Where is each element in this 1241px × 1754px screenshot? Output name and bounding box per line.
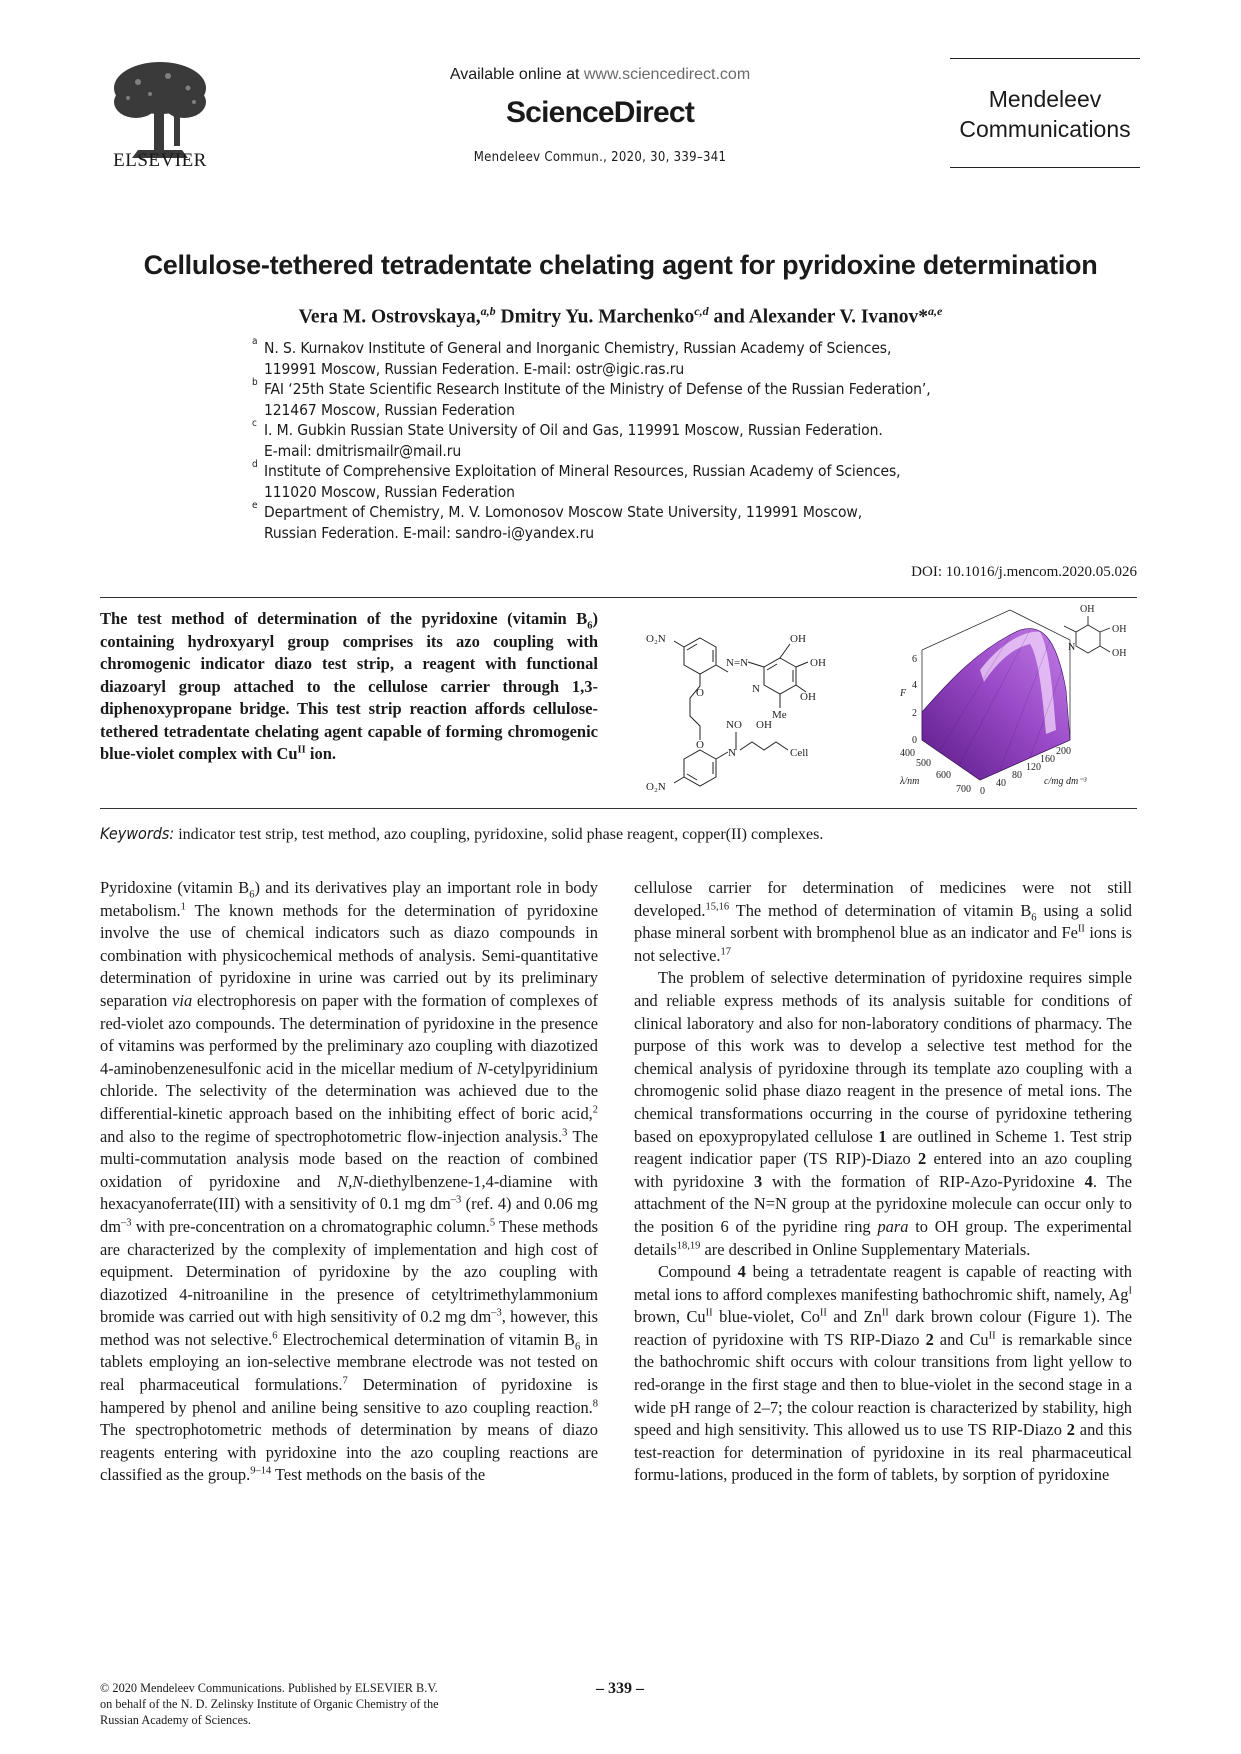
scheme-label-o1: O [696,687,704,699]
plot-y-axis-label: F [900,688,907,699]
keywords-text: indicator test strip, test method, azo coupling, pyridoxine, solid phase reagent, copper(II) complexes. [174,826,824,843]
author-name: Vera M. Ostrovskaya, [298,306,481,328]
author-list [60,304,1181,329]
affiliation-item [252,420,1152,461]
affiliation-item [252,338,1152,379]
affiliation-label: e [252,500,258,511]
scheme-label-oh4: OH [756,719,772,731]
plot-z-axis-label: c/mg dm⁻³ [1044,776,1087,787]
affiliation-list [252,338,1152,543]
affiliation-item [252,379,1152,420]
article-title: Cellulose-tethered tetradentate chelating agent for pyridoxine determination [143,250,1098,280]
3d-fluorescence-surface-plot [880,600,1142,800]
plot-mol-oh-right2: OH [1112,648,1127,659]
journal-name-line2: Communications [959,116,1131,142]
scheme-label-azo: N=N [726,657,749,669]
copyright-line: on behalf of the N. D. Zelinsky Institute of Organic Chemistry of the [100,1697,439,1711]
journal-name-line1: Mendeleev [988,86,1102,112]
copyright-notice [100,1680,540,1728]
author-name: and Alexander V. Ivanov* [708,306,929,328]
affiliation-label: b [252,377,258,388]
author-affil-marks: c,d [694,304,709,318]
affiliation-label: c [252,418,257,429]
affiliation-line: 111020 Moscow, Russian Federation [264,482,515,501]
copyright-line: Russian Academy of Sciences. [100,1713,251,1727]
abstract-top-rule [100,597,1137,598]
plot-z-tick: 200 [1056,746,1071,757]
plot-x-tick: 400 [900,748,915,759]
affiliation-line: Department of Chemistry, M. V. Lomonosov Moscow State University, 119991 Moscow, [264,503,863,521]
keywords-line [100,824,1137,844]
journal-name [950,84,1140,144]
plot-y-tick: 0 [912,735,917,746]
sciencedirect-brand: ScienceDirect [505,96,695,129]
publisher-logo-text: ELSEVIER [113,150,207,171]
affiliation-line: FAI ‘25th State Scientific Research Institute of the Ministry of Defense of the Russian Federation’, [264,380,931,398]
plot-y-tick: 6 [912,654,917,665]
scheme-label-no2-top: O₂N [646,633,666,645]
abstract-text: The test method of determination of the pyridoxine (vitamin $B_6$) containing hydroxyaryl group comprises its azo coupling with chromogenic indicator diazo test strip, a reagent with functional diazoaryl group attached to the cellulose carrier through 1,3-diphenoxypropane bridge. This test strip reaction affords cellulose-tethered tetradentate chelating agent capable of forming chromogenic blue-violet complex with $Cu^{II}$ ion. [100,609,598,763]
body-column-right [634,877,1132,1487]
plot-z-tick: 40 [996,778,1006,789]
journal-citation: Mendeleev Commun., 2020, 30, 339–341 [473,150,727,165]
affiliation-item [252,502,1152,543]
scheme-label-n: N [752,683,760,695]
author-name: Dmitry Yu. Marchenko [495,306,695,328]
plot-x-tick: 700 [956,784,971,795]
abstract-bottom-rule [100,808,1137,809]
affiliation-line: 119991 Moscow, Russian Federation. E-mail: ostr@igic.ras.ru [264,359,685,378]
affiliation-line: 121467 Moscow, Russian Federation [264,400,515,419]
affiliation-label: d [252,459,258,470]
affiliation-line: Institute of Comprehensive Exploitation of Mineral Resources, Russian Academy of Sciences, [264,462,901,480]
body-paragraph: Pyridoxine (vitamin $B_6$) and its derivatives play an important role in body metabolism.$^1$ The known methods for the determination of pyridoxine involve the use of chemical indicators such as diazo compounds in combination with physicochemical methods of analysis. Semi-quantitative determination of pyridoxine in urine was carried out by its preliminary separation via electrophoresis on paper with the formation of complexes of red-violet azo compounds. The determination of pyridoxine in the presence of vitamins was performed by the preliminary azo coupling with diazotized 4-aminobenzenesulfonic acid in the micellar medium of N-cetylpyridinium chloride. The selectivity of the determination was achieved due to the differential-kinetic approach based on the inhibiting effect of boric acid,$^2$ and also to the regime of spectrophotometric flow-injection analysis.$^3$ The multi-commutation analysis mode based on the reaction of combined oxidation of pyridoxine and N,N-diethylbenzene-1,4-diamine with hexacyanoferrate(III) with a sensitivity of 0.1 mg $dm^{-3}$ (ref. 4) and 0.06 mg $dm^{-3}$ with pre-concentration on a chromatographic column.$^5$ These methods are characterized by the complexity of implementation and high cost of equipment. Determination of pyridoxine by the azo coupling with diazotized 4-nitroaniline in the presence of cetyltrimethylammonium bromide was carried out with high sensitivity of 0.2 mg $dm^{-3}$, however, this method was not selective.$^6$ Electrochemical determination of vitamin $B_6$ in tablets employing an ion-selective membrane electrode was not tested on real pharmaceutical formulations.$^7$ Determination of pyridoxine is hampered by phenol and aniline being sensitive to azo coupling reaction.$^8$ The spectrophotometric methods of determination by means of diazo reagents entering with pyridoxine into the azo coupling reactions are classified as the group.$^{9-14}$ Test methods on the basis of the [100,878,599,1485]
scheme-label-me: Me [772,709,787,721]
plot-mol-oh-top: OH [1080,604,1095,615]
chemical-structure-scheme [640,600,900,800]
plot-mol-n: N [1068,642,1076,653]
available-prefix: Available online at [449,66,584,83]
copyright-line: © 2020 Mendeleev Communications. Published by ELSEVIER B.V. [100,1681,438,1695]
affiliation-line: I. M. Gubkin Russian State University of Oil and Gas, 119991 Moscow, Russian Federation. [264,421,883,439]
body-paragraph: Compound 4 being a tetradentate reagent is capable of reacting with metal ions to afford complexes manifesting bathochromic shift, namely, $Ag^I$ brown, $Cu^{II}$ blue-violet, $Co^{II}$ and $Zn^{II}$ dark brown colour (Figure 1). The reaction of pyridoxine with TS RIP-Diazo 2 and $Cu^{II}$ is remarkable since the bathochromic shift occurs with colour transitions from light yellow to red-orange in the first stage and then to blue-violet in the second stage in a wide pH range of 2–7; the colour reaction is characterized by stability, high speed and high sensitivity. This allowed us to use TS RIP-Diazo 2 and this test-reaction for determination of pyridoxine in its real pharmaceutical formu-lations, produced in the form of tablets, by sorption of pyridoxine [634,1262,1133,1485]
plot-z-tick: 0 [980,786,985,797]
doi[interactable]: DOI: 10.1016/j.mencom.2020.05.026 [911,564,1137,580]
plot-z-tick: 80 [1012,770,1022,781]
scheme-label-oh3: OH [800,691,816,703]
affiliation-line: N. S. Kurnakov Institute of General and Inorganic Chemistry, Russian Academy of Sciences, [264,339,892,357]
scheme-label-cell: Cell [790,747,809,759]
scheme-label-no: NO [726,719,742,731]
plot-z-tick: 120 [1026,762,1041,773]
author-affil-marks: a,b [480,304,496,318]
sciencedirect-url[interactable]: www.sciencedirect.com [583,66,751,83]
body-paragraph: The problem of selective determination of pyridoxine requires simple and reliable express methods of its analysis suitable for conditions of clinical laboratory and also for non-laboratory conditions of pharmacy. The purpose of this work was to develop a selective test method for the chemical analysis of pyridoxine through its template azo coupling with a chromogenic solid phase diazo reagent in the presence of metal ions. The chemical transformations occurring in the course of pyridoxine tethering based on epoxypropylated cellulose 1 are outlined in Scheme 1. Test strip reagent indicatior paper (TS RIP)-Diazo 2 entered into an azo coupling with pyridoxine 3 with the formation of RIP-Azo-Pyridoxine 4. The attachment of the N=N group at the pyridoxine molecule can occur only to the position 6 of the pyridine ring para to OH group. The experimental details$^{18,19}$ are described in Online Supplementary Materials. [634,968,1132,1259]
affiliation-label: a [252,336,258,347]
scheme-label-no2-bottom: O₂N [646,781,666,793]
plot-z-tick: 160 [1040,754,1055,765]
plot-mol-oh-right1: OH [1112,624,1127,635]
plot-x-tick: 500 [916,758,931,769]
page-number: – 339 – [596,1680,644,1697]
scheme-label-o2: O [696,739,704,751]
plot-x-axis-label: λ/nm [900,776,920,787]
affiliation-line: Russian Federation. E-mail: sandro-i@yandex.ru [264,523,594,542]
author-affil-marks: a,e [928,304,943,318]
plot-y-tick: 2 [912,708,917,719]
scheme-label-oh1: OH [790,633,806,645]
body-paragraph: cellulose carrier for determination of medicines were not still developed.$^{15,16}$ The method of determination of vitamin $B_6$ using a solid phase mineral sorbent with bromphenol blue as an indicator and $Fe^{II}$ ions is not selective.$^{17}$ [634,878,1132,965]
body-column-left [100,877,598,1487]
affiliation-item [252,461,1152,502]
keywords-label: Keywords: [100,824,175,843]
plot-x-tick: 600 [936,770,951,781]
available-online-line [380,66,820,84]
scheme-label-oh2: OH [810,657,826,669]
plot-y-tick: 4 [912,680,917,691]
affiliation-line: E-mail: dmitrismailr@mail.ru [264,441,462,460]
scheme-label-n2: N [728,747,736,759]
